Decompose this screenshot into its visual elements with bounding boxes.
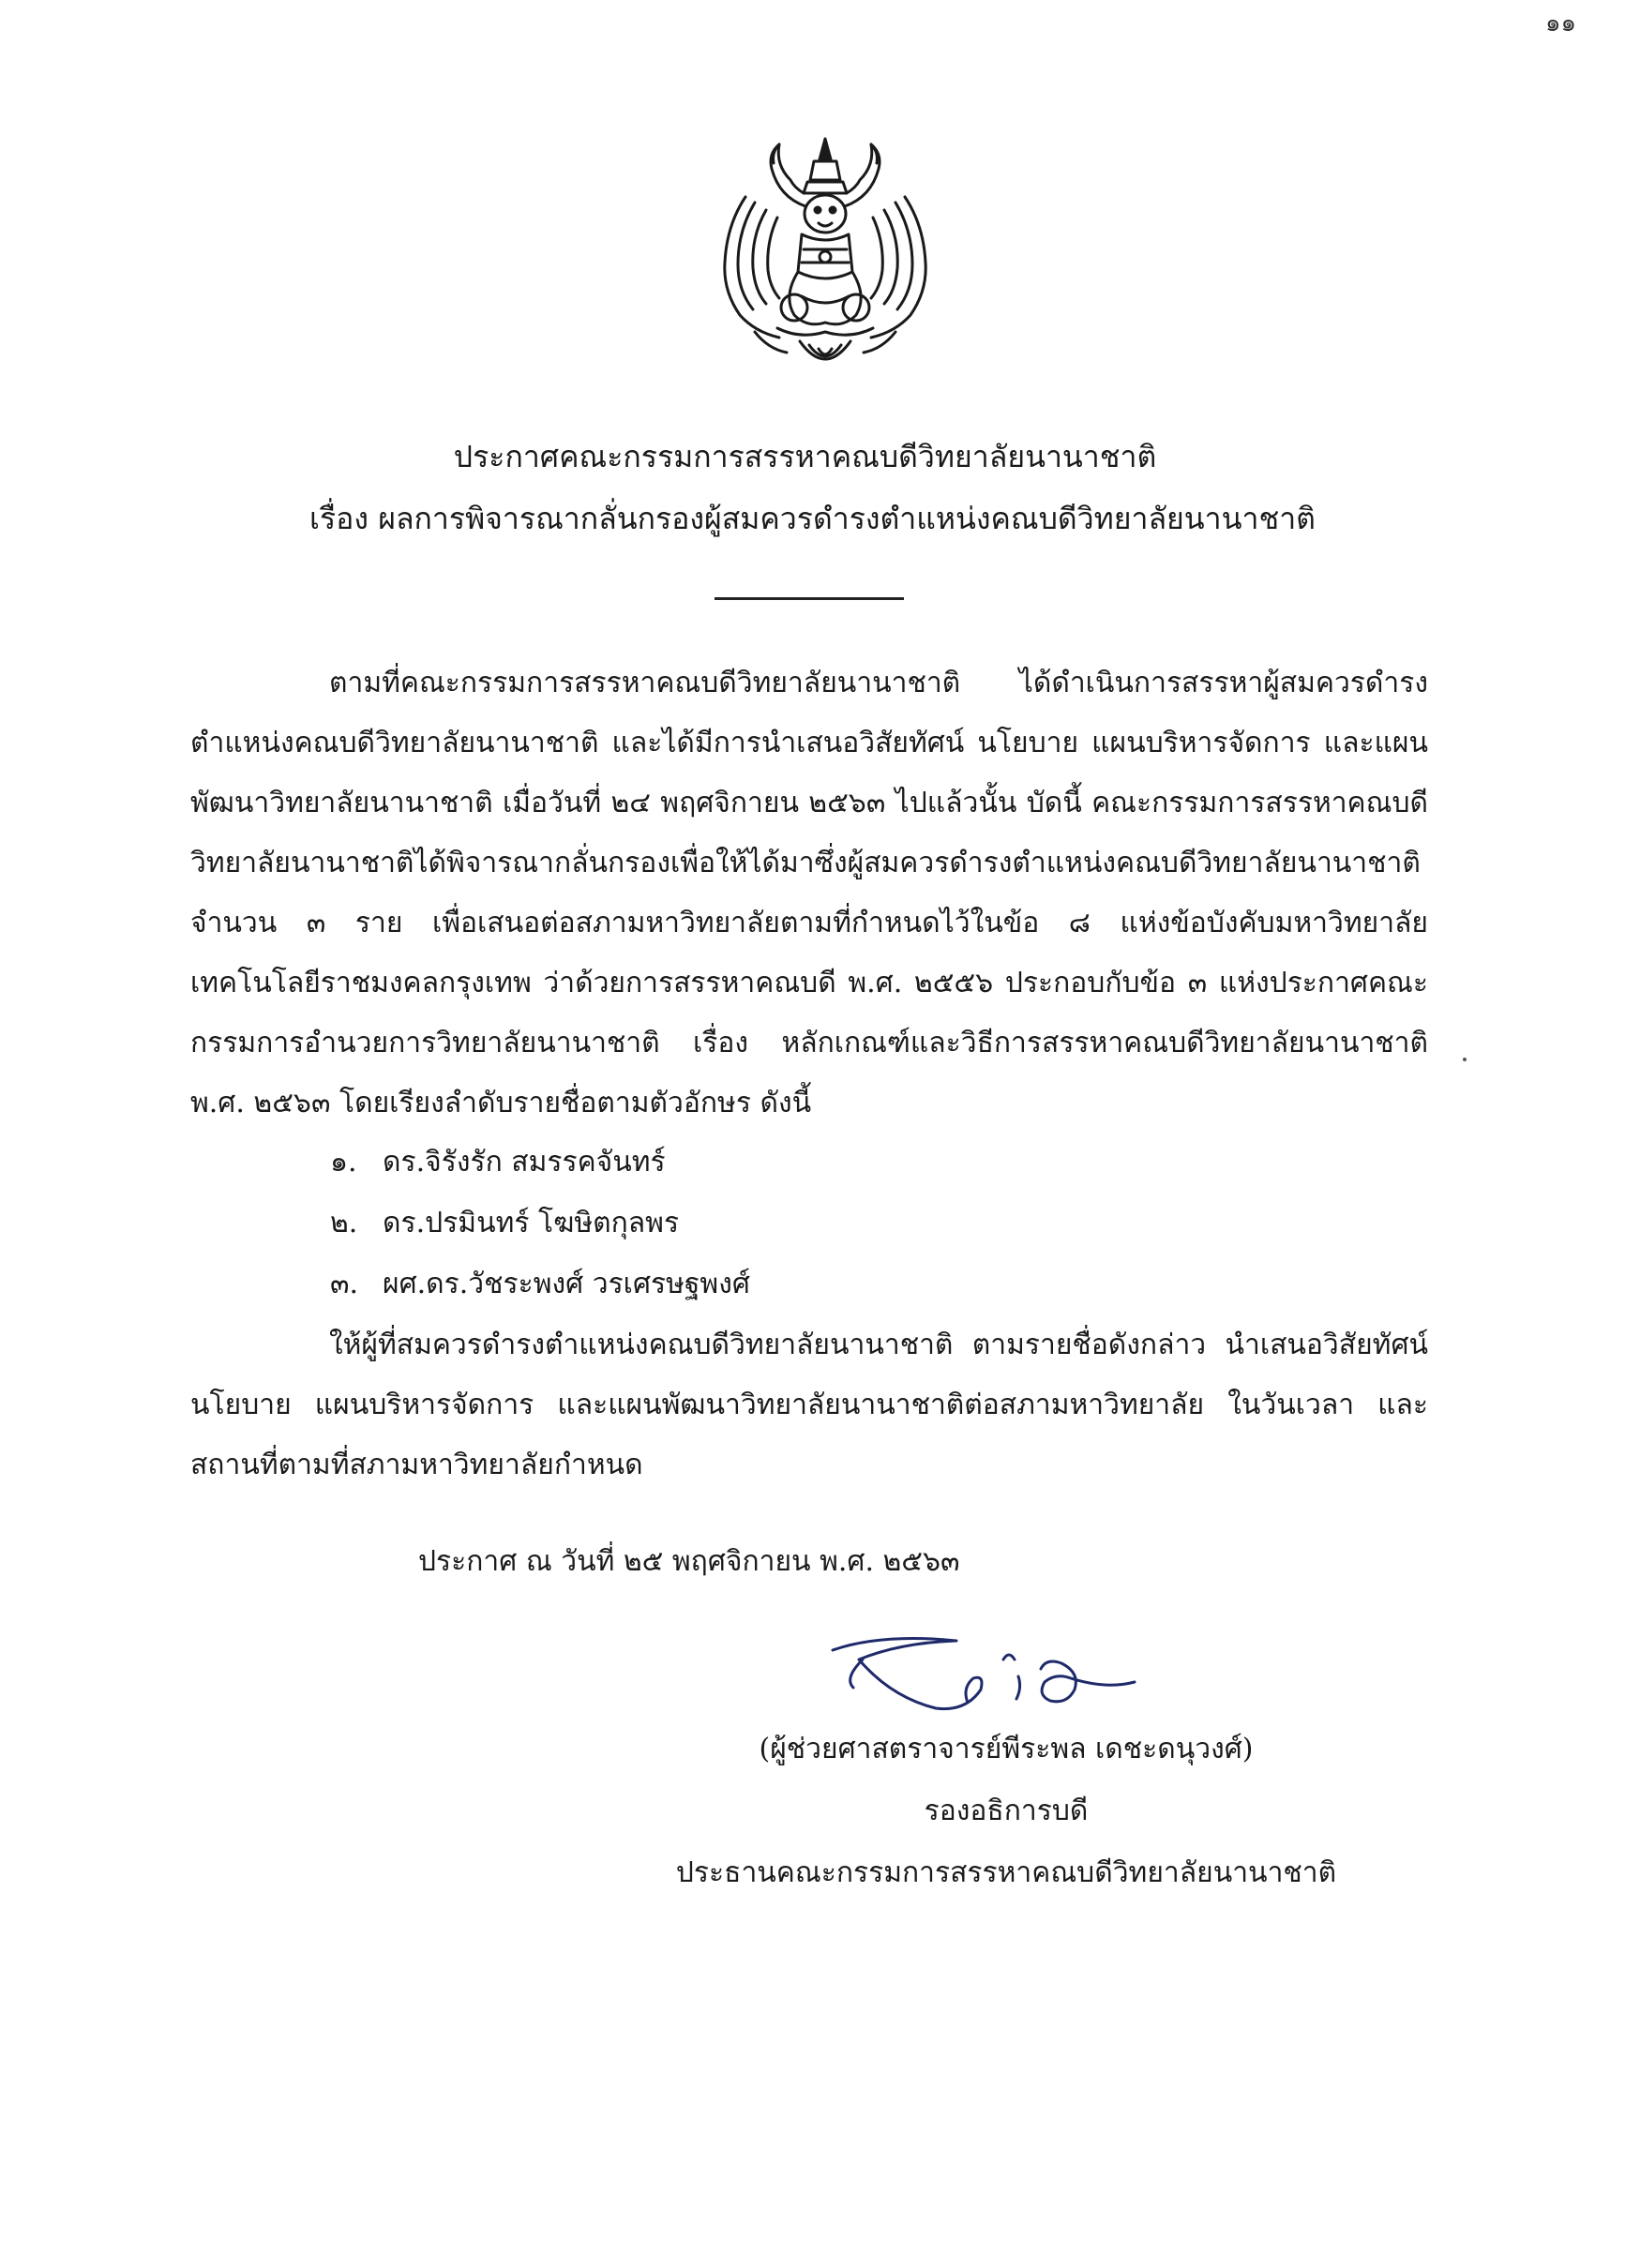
signatory-position: รองอธิการบดี — [924, 1795, 1089, 1827]
signatory-committee-role: ประธานคณะกรรมการสรรหาคณบดีวิทยาลัยนานาชาติ — [675, 1856, 1337, 1889]
candidate-name: ดร.ปรมินทร์ โฆษิตกุลพร — [383, 1207, 680, 1239]
candidate-name: ผศ.ดร.วัชระพงศ์ วรเศรษฐพงศ์ — [383, 1268, 750, 1300]
body-paragraph-2: ให้ผู้ที่สมควรดำรงตำแหน่งคณบดีวิทยาลัยนานาชาติ ตามรายชื่อดังกล่าว นำเสนอวิสัยทัศน์ นโยบาย แผนบริหารจัดการ และแผนพัฒนาวิทยาลัยนานาชาติต่อสภามหาวิทยาลัย ในวันเวลา และสถานที่ตามที่สภามหาวิทยาลัยกำหนด — [190, 1329, 1428, 1481]
signatory-name: (ผู้ช่วยศาสตราจารย์พีระพล เดชะดนุวงศ์) — [759, 1733, 1254, 1765]
candidate-number: ๒. — [330, 1207, 358, 1239]
body-paragraph-1: ตามที่คณะกรรมการสรรหาคณบดีวิทยาลัยนานาชาติ ได้ดำเนินการสรรหาผู้สมควรดำรงตำแหน่งคณบดีวิทยาลัยนานาชาติ และได้มีการนำเสนอวิสัยทัศน์ นโยบาย แผนบริหารจัดการ และแผนพัฒนาวิทยาลัยนานาชาติ เมื่อวันที่ ๒๔ พฤศจิกายน ๒๕๖๓ ไปแล้วนั้น บัดนี้ คณะกรรมการสรรหาคณบดีวิทยาลัยนานาชาติได้พิจารณากลั่นกรองเพื่อให้ได้มาซึ่งผู้สมควรดำรงตำแหน่งคณบดีวิทยาลัยนานาชาติ จำนวน ๓ ราย เพื่อเสนอต่อสภามหาวิทยาลัยตามที่กำหนดไว้ในข้อ ๘ แห่งข้อบังคับมหาวิทยาลัยเทคโนโลยีราชมงคลกรุงเทพ ว่าด้วยการสรรหาคณบดี พ.ศ. ๒๕๕๖ ประกอบกับข้อ ๓ แห่งประกาศคณะกรรมการอำนวยการวิทยาลัยนานาชาติ เรื่อง หลักเกณฑ์และวิธีการสรรหาคณบดีวิทยาลัยนานาชาติ พ.ศ. ๒๕๖๓ โดยเรียงลำดับรายชื่อตามตัวอักษร ดังนี้ — [190, 667, 1428, 1119]
announcement-subject: เรื่อง ผลการพิจารณากลั่นกรองผู้สมควรดำรงตำแหน่งคณบดีวิทยาลัยนานาชาติ — [309, 501, 1316, 536]
candidate-name: ดร.จิรังรัก สมรรคจันทร์ — [383, 1146, 666, 1179]
announcement-title: ประกาศคณะกรรมการสรรหาคณบดีวิทยาลัยนานาชาติ — [453, 439, 1157, 474]
scan-speck — [1463, 1058, 1467, 1061]
candidate-number: ๑. — [330, 1146, 357, 1179]
garuda-emblem-icon — [689, 131, 961, 384]
title-divider — [715, 597, 904, 600]
candidate-list-item — [330, 1194, 679, 1254]
candidate-list-item — [330, 1254, 750, 1314]
candidate-list-item — [330, 1133, 666, 1193]
candidate-number: ๓. — [330, 1268, 359, 1300]
page-number: ๑๑ — [1545, 9, 1577, 38]
announcement-date: ประกาศ ณ วันที่ ๒๕ พฤศจิกายน พ.ศ. ๒๕๖๓ — [418, 1545, 960, 1578]
handwritten-signature — [825, 1622, 1153, 1735]
